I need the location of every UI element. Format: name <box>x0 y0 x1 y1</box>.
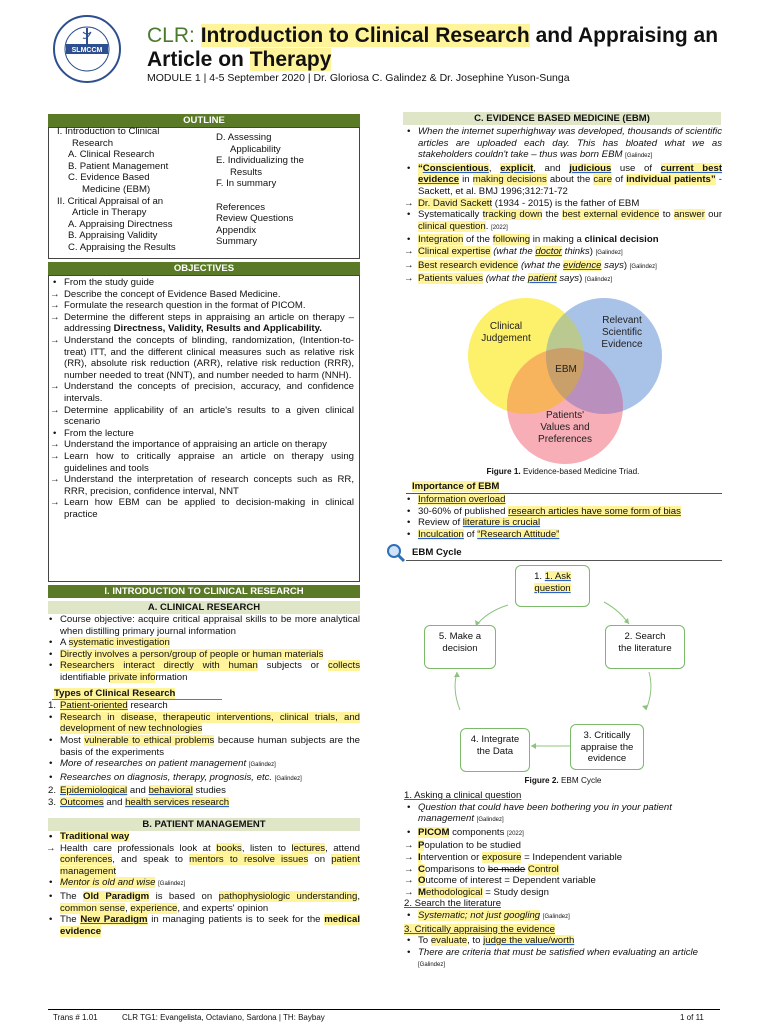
title-prefix: CLR: <box>147 24 195 47</box>
outline-item: II. Critical Appraisal of an <box>57 195 164 207</box>
highlight: Systematic; not just googling <box>418 909 541 921</box>
highlight: systematic investigation <box>68 637 170 649</box>
list-item <box>404 494 722 506</box>
text: subjects or <box>266 660 320 672</box>
citation: [Galindez] <box>625 153 653 160</box>
highlight: Inculcation <box>418 528 464 540</box>
citation: [Galindez] <box>274 775 302 782</box>
highlight: current best evidence <box>418 162 723 186</box>
list-item <box>404 827 722 841</box>
step-text: 3. Critically <box>583 730 631 741</box>
text: There are criteria that must be satisfied when evaluating an article <box>418 946 698 958</box>
highlight: Dr. David Sackett <box>418 197 493 209</box>
highlight: doctor <box>535 245 562 257</box>
text: A <box>60 637 66 649</box>
objectives-heading: OBJECTIVES <box>48 262 360 275</box>
venn-label: Preferences <box>538 434 592 445</box>
cycle-step-5 <box>424 625 496 669</box>
text: because human subjects are the basis of the experiments <box>60 734 360 758</box>
text: -Sackett, et al. BMJ 1996;312:71-72 <box>418 174 722 197</box>
venn-label: Scientific <box>601 327 643 338</box>
heading-text: EBM Cycle <box>412 547 462 558</box>
citation: [Galindez] <box>595 249 623 256</box>
citation: [Galindez] <box>542 913 570 920</box>
highlight: Directly involves a person/group of people or human materials <box>60 648 324 660</box>
step-text: appraise the <box>580 741 634 753</box>
venn-label: Values and <box>540 422 590 433</box>
venn-label: Judgement <box>481 333 531 344</box>
college-seal-logo <box>52 14 122 84</box>
cycle-arrow <box>455 672 460 710</box>
text: The <box>60 890 77 902</box>
page-title <box>147 24 747 72</box>
list-item <box>404 126 722 163</box>
text: the <box>545 209 559 221</box>
objectives-list <box>50 277 354 520</box>
highlight: evaluate <box>430 935 468 947</box>
text: Conscientious <box>422 162 489 174</box>
citation: [Galindez] <box>584 277 612 284</box>
magnifier-icon <box>386 543 406 563</box>
highlight: patient management <box>60 854 361 877</box>
list-item <box>46 843 360 878</box>
subsection-c-heading <box>403 112 721 125</box>
text: of <box>615 174 624 186</box>
highlight: pathophysiologic understanding <box>218 890 358 902</box>
title-rest: and Appraising an Article <box>147 24 719 71</box>
caption-label: Figure 2. <box>524 776 559 785</box>
text: omparisons to <box>424 863 486 875</box>
text: , listen to <box>241 842 286 854</box>
list-item <box>404 260 722 274</box>
text: and <box>106 796 123 808</box>
title-rest-3: Therapy <box>249 48 332 71</box>
text: 2. Search the literature <box>404 898 502 910</box>
highlight: common sense <box>60 902 126 914</box>
caption-label: Figure 1. <box>486 467 521 476</box>
highlight: individual patients” <box>626 174 716 186</box>
highlight: tracking down <box>482 209 543 221</box>
list-item <box>404 517 722 529</box>
step-text: decision <box>442 642 478 654</box>
outline-item: Article in Therapy <box>72 207 147 219</box>
outline-right-list <box>216 132 356 248</box>
objective-text: Determine the different steps in appraising an article on therapy – addressing <box>64 311 354 335</box>
list-item <box>46 772 360 786</box>
highlight: research articles have some form of bias <box>508 505 681 517</box>
text: research <box>130 700 168 712</box>
footer-page-number: 1 of 11 <box>680 1013 704 1022</box>
highlight: exposure <box>482 851 522 863</box>
outline-item: Medicine (EBM) <box>82 183 151 195</box>
text: Question that could have been bothering you in your patient management <box>418 801 672 825</box>
text: says <box>559 273 580 285</box>
highlight: Traditional way <box>60 831 130 842</box>
list-item <box>404 864 722 876</box>
highlight: mentors to resolve issues <box>189 854 309 866</box>
text: 30-60% of published <box>418 505 506 517</box>
citation: [Galindez] <box>476 817 504 824</box>
list-item <box>46 877 360 891</box>
objective-item: → Determine applicability of an article's results to a given clinical scenario <box>50 405 354 428</box>
list-item <box>404 910 722 924</box>
objective-group: • From the lecture <box>50 428 354 440</box>
text: (what the <box>520 259 561 271</box>
outline-item: Results <box>230 166 262 178</box>
venn-center-label: EBM <box>555 364 577 375</box>
list-item <box>404 947 722 972</box>
text: of <box>466 528 475 540</box>
title-rest-2: on <box>218 48 244 71</box>
highlight: Patients values <box>418 273 484 285</box>
list-item <box>404 506 722 518</box>
text: utcome of interest = Dependent variable <box>425 875 596 887</box>
cycle-arrowhead <box>454 672 460 677</box>
text: ) <box>589 245 593 257</box>
objective-item: → Learn how EBM can be applied to decision-making in clinical practice <box>50 497 354 520</box>
step-text: 2. Search <box>624 631 666 642</box>
outline-item: Appendix <box>216 224 257 236</box>
text: = Study design <box>485 886 549 898</box>
text: The <box>60 914 77 926</box>
text: be made <box>487 863 526 875</box>
text: identifiable <box>60 671 106 683</box>
outline-item: E. Individualizing the <box>216 155 304 167</box>
step-text: 4. Integrate <box>470 734 520 745</box>
outline-item: C. Evidence Based <box>68 172 150 184</box>
cycle-step-1 <box>515 565 590 607</box>
cycle-step-4 <box>460 728 530 772</box>
step-text: 5. Make a <box>438 631 482 642</box>
text: (what the <box>493 245 533 257</box>
highlight: 3. Critically appraising the evidence <box>404 923 555 935</box>
highlight: Patient-oriented <box>60 700 128 712</box>
highlight: Mentor is old and wise <box>60 877 156 889</box>
citation: [2022] <box>491 224 508 231</box>
text: to <box>662 209 671 221</box>
highlight: “Research Attitude” <box>477 528 560 540</box>
outline-item: B. Appraising Validity <box>68 230 158 242</box>
list-item <box>46 797 360 809</box>
list-item <box>404 198 722 210</box>
highlight: clinical question <box>418 220 486 232</box>
highlight: answer <box>673 209 705 221</box>
logo-text: SLMCCM <box>71 47 103 54</box>
number: 3. <box>48 796 57 808</box>
objective-group: • From the study guide <box>50 277 354 289</box>
step-text: the Data <box>476 745 514 757</box>
ebm-cycle-heading <box>412 547 722 559</box>
text: in managing patients is to seek for the <box>151 914 321 926</box>
text: in making a <box>532 234 582 246</box>
list-item <box>404 802 722 827</box>
text: Most <box>60 734 81 746</box>
section-1-heading: I. INTRODUCTION TO CLINICAL RESEARCH <box>48 585 360 598</box>
text: , attend <box>325 842 360 854</box>
ebm-list <box>404 126 722 287</box>
cycle-arrowhead <box>531 743 536 749</box>
text: Systematically <box>418 209 480 221</box>
objective-item <box>50 312 354 335</box>
list-item <box>46 637 360 649</box>
highlight: care <box>593 174 613 186</box>
outline-item: A. Clinical Research <box>68 149 155 161</box>
text: use of <box>619 162 653 174</box>
highlight: Epidemiological <box>60 785 128 797</box>
list-item <box>404 234 722 246</box>
venn-label: Clinical <box>489 321 523 332</box>
list-item <box>404 935 722 947</box>
text: opulation to be studied <box>424 840 521 852</box>
list-item <box>404 875 722 887</box>
figure-1-caption <box>404 466 722 478</box>
ebm-steps-list <box>404 790 722 972</box>
text: , and <box>533 162 561 174</box>
title-main: Introduction to Clinical Research <box>200 24 530 47</box>
cycle-arrow <box>646 672 651 710</box>
list-item <box>46 700 360 712</box>
outline-item: D. Assessing <box>216 132 272 143</box>
highlight: M <box>418 886 426 898</box>
highlight: I <box>418 851 421 863</box>
highlight: Best research evidence <box>418 259 519 271</box>
text: thinks <box>564 245 590 257</box>
list-item <box>46 712 360 735</box>
venn-label: Evidence <box>601 339 643 350</box>
highlight: literature is crucial <box>462 517 541 529</box>
outline-item: Summary <box>216 236 258 248</box>
outline-item: C. Appraising the Results <box>68 241 176 253</box>
text: says <box>604 259 624 271</box>
outline-item: A. Appraising Directness <box>68 218 173 230</box>
text: in <box>462 174 470 186</box>
text: 1. Asking a clinical question <box>404 790 522 801</box>
highlight: making decisions <box>472 174 547 186</box>
cycle-arrow <box>476 605 508 626</box>
cycle-step-3 <box>570 724 644 770</box>
cycle-step-2 <box>605 625 685 669</box>
list-item <box>404 852 722 864</box>
highlight: PICOM <box>418 826 450 838</box>
objective-item: → Learn how to critically appraise an article on therapy using guidelines and tools <box>50 451 354 474</box>
text: ) <box>579 273 583 285</box>
subsection-b-heading: B. PATIENT MANAGEMENT <box>48 818 360 831</box>
list-item <box>46 758 360 772</box>
text: More of researches on patient management <box>60 758 247 770</box>
outline-item: Research <box>72 137 114 149</box>
highlight: collects <box>328 660 361 672</box>
text: “ <box>418 162 423 174</box>
text: Review of <box>418 517 461 529</box>
step-text: question <box>534 582 571 594</box>
footer-group: CLR TG1: Evangelista, Octaviano, Sardona | TH: Baybay <box>122 1013 325 1022</box>
cycle-arrow <box>604 602 629 624</box>
text: about the <box>549 174 591 186</box>
outline-item: Applicability <box>230 143 281 155</box>
text: components <box>452 826 505 838</box>
highlight: Types of Clinical Research <box>54 687 176 699</box>
text: = Independent variable <box>524 851 623 863</box>
highlight: best external evidence <box>562 209 660 221</box>
text: , to <box>467 935 481 947</box>
list-item <box>404 790 722 802</box>
objective-item: → Understand the interpretation of research concepts such as RR, RRR, precision, confidence interval, NNT <box>50 474 354 497</box>
highlight: New Paradigm <box>80 914 148 926</box>
step-text: 1. Ask <box>544 571 571 582</box>
text: , and speak to <box>112 854 183 866</box>
citation: [Galindez] <box>248 762 276 769</box>
highlight: Control <box>527 863 559 875</box>
highlight: Old Paradigm <box>82 890 150 902</box>
heading-text: C. EVIDENCE BASED MEDICINE (EBM) <box>474 113 650 124</box>
text: , <box>125 902 128 914</box>
text: (1934 - 2015) is the father of EBM <box>494 197 640 209</box>
highlight: evidence <box>563 259 602 271</box>
citation: [Galindez] <box>418 962 446 969</box>
list-item <box>404 163 722 198</box>
list-item <box>404 898 722 910</box>
patient-management-list <box>46 831 360 937</box>
objective-bold: Directness, Validity, Results and Applicability. <box>113 323 322 335</box>
footer-trans: Trans # 1.01 <box>53 1013 98 1022</box>
number: 2. <box>48 785 57 797</box>
outline-item: I. Introduction to Clinical <box>57 126 160 137</box>
list-item: • Course objective: acquire critical appraisal skills to be more analytical when distilling primary journal information <box>46 614 360 637</box>
objective-item: → Understand the concepts of blinding, randomization, (Intention-to-treat) ITT, and the different clinical measures such as relative risk (RR), absolute risk reduction (ARR), relative risk reduction (RRR), number needed to treat (NNT), and number needed to harm (NNH). <box>50 335 354 381</box>
highlight: Researchers interact directly with human <box>60 660 258 672</box>
highlight: private info <box>108 671 156 683</box>
list-item <box>404 840 722 852</box>
list-item <box>404 273 722 287</box>
citation: [Galindez] <box>158 881 186 888</box>
outline-item: B. Patient Management <box>68 160 169 172</box>
objective-item: → Understand the importance of appraising an article on therapy <box>50 439 354 451</box>
text: . <box>485 220 489 232</box>
step-text: evidence <box>587 753 627 764</box>
citation: [2022] <box>507 830 524 837</box>
highlight: Importance of EBM <box>412 481 500 492</box>
list-item <box>46 660 360 683</box>
outline-item: References <box>216 201 266 213</box>
text: Health care professionals look at <box>60 842 211 854</box>
highlight: P <box>418 840 425 852</box>
clinical-research-list <box>46 614 360 809</box>
list-item <box>404 924 722 936</box>
objective-item: → Understand the concepts of precision, accuracy, and confidence intervals. <box>50 381 354 404</box>
caption-text: Evidence-based Medicine Triad. <box>522 467 640 476</box>
text: rmation <box>155 671 188 683</box>
highlight: following <box>492 234 531 246</box>
highlight: ethodological <box>426 886 483 898</box>
text: and <box>129 785 146 797</box>
text: To <box>418 935 429 947</box>
text: , <box>488 162 492 174</box>
step-text: the literature <box>618 642 672 654</box>
highlight: Information overload <box>418 494 506 505</box>
types-heading <box>46 688 360 700</box>
venn-label: Relevant <box>602 315 642 326</box>
importance-list <box>404 494 722 540</box>
figure-2-caption <box>404 775 722 787</box>
highlight: patient <box>527 273 557 285</box>
list-item <box>46 735 360 758</box>
highlight: conferences <box>60 854 113 866</box>
list-item <box>404 246 722 260</box>
number: 1. <box>48 700 57 712</box>
highlight: books <box>216 842 242 854</box>
highlight: medical evidence <box>60 914 360 937</box>
list-item <box>404 209 722 234</box>
text: (what the <box>485 273 526 285</box>
citation: [Galindez] <box>629 263 657 270</box>
outline-item: F. In summary <box>216 178 277 190</box>
list-item <box>404 529 722 541</box>
text: is based on <box>155 890 213 902</box>
module-line: MODULE 1 | 4-5 September 2020 | Dr. Gloriosa C. Galindez & Dr. Josephine Yuson-Sunga <box>147 72 570 84</box>
list-item <box>46 891 360 914</box>
outline-item: Review Questions <box>216 213 294 225</box>
text: ntervention or <box>420 851 480 863</box>
importance-heading <box>412 481 722 493</box>
text: clinical decision <box>584 234 659 246</box>
highlight: lectures <box>291 842 326 854</box>
venn-label: Patients' <box>545 410 585 421</box>
outline-heading: OUTLINE <box>48 114 360 127</box>
list-item <box>404 887 722 899</box>
list-item <box>46 914 360 937</box>
highlight: judge the value/worth <box>483 935 575 947</box>
highlight: health services research <box>125 796 230 808</box>
text: on <box>314 854 326 866</box>
highlight: O <box>418 875 426 887</box>
text: , <box>357 890 360 902</box>
caption-text: EBM Cycle <box>560 776 602 785</box>
text: of the <box>466 234 491 246</box>
text: our <box>708 209 723 221</box>
highlight: behavioral <box>148 785 193 797</box>
text: When the internet superhighway was developed, thousands of scientific articles are uploaded each day. This has bloated what we as stakeholders couldn't take – thus was born EBM <box>418 126 722 161</box>
highlight: Clinical expertise <box>418 245 491 257</box>
list-item <box>46 785 360 797</box>
list-item <box>46 831 360 843</box>
highlight: explicit <box>500 162 534 174</box>
highlight: judicious <box>569 162 612 174</box>
objective-item: → Describe the concept of Evidence Based Medicine. <box>50 289 354 301</box>
footer-rule <box>48 1009 720 1010</box>
text: , and experts' opinion <box>177 902 269 914</box>
text: ) <box>623 259 628 271</box>
objective-item: → Formulate the research question in the format of PICOM. <box>50 300 354 312</box>
highlight: Integration <box>418 234 464 246</box>
ebm-triad-venn <box>460 296 672 464</box>
highlight <box>418 163 489 174</box>
highlight: experience <box>130 902 178 914</box>
list-item <box>46 649 360 661</box>
outline-left-list <box>53 126 223 254</box>
text: Researches on diagnosis, therapy, prognosis, etc. <box>60 771 273 783</box>
highlight: Outcomes <box>60 796 104 808</box>
highlight: Research in disease, therapeutic interventions, clinical trials, and development of new technologies <box>60 711 360 735</box>
subsection-a-heading: A. CLINICAL RESEARCH <box>48 601 360 614</box>
highlight: C <box>418 863 425 875</box>
step-line: 1. 1. Ask <box>534 571 571 582</box>
text: studies <box>195 785 226 797</box>
outline-spacer <box>216 190 356 202</box>
highlight: vulnerable to ethical problems <box>84 734 215 746</box>
